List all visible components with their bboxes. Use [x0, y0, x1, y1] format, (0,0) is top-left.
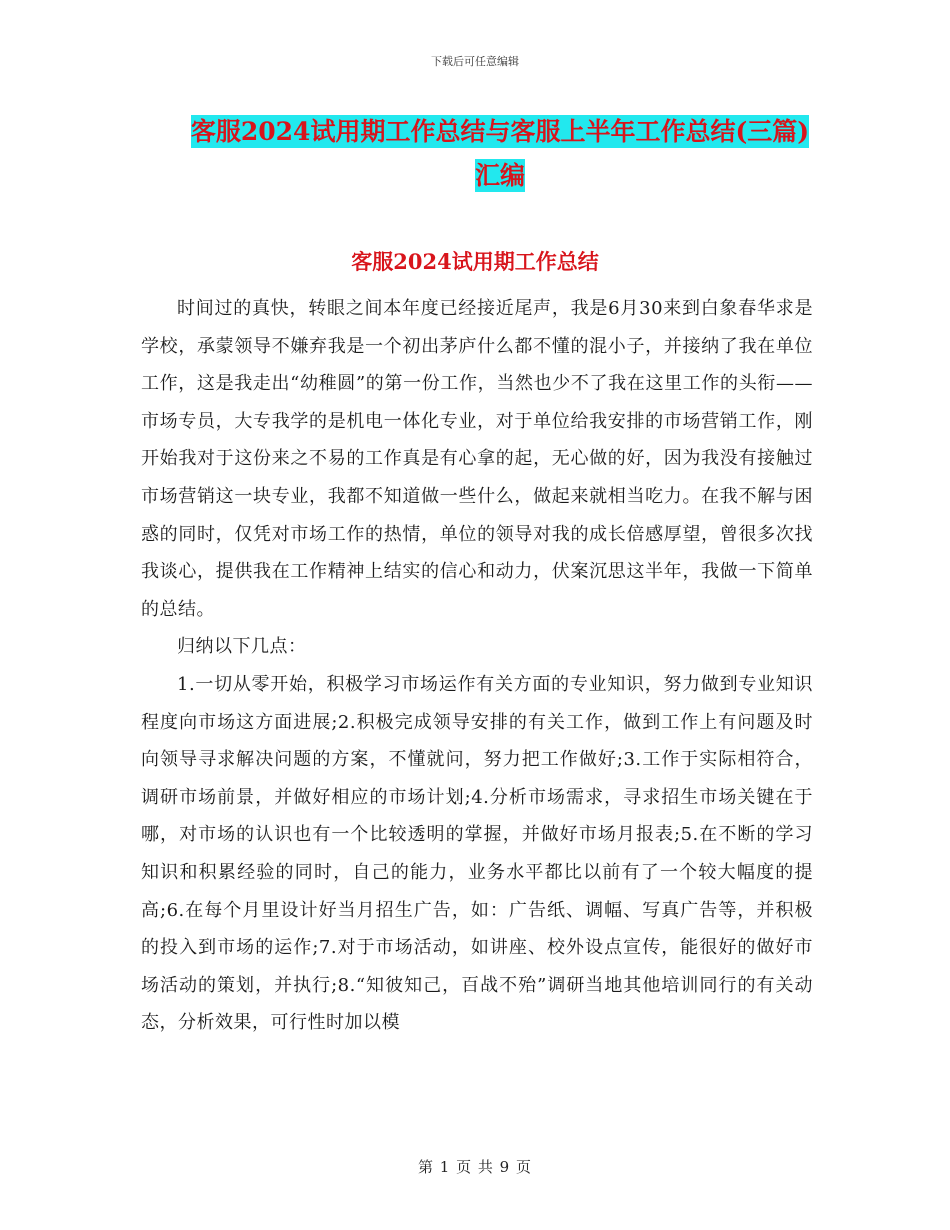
document-title — [190, 110, 810, 198]
body-paragraph-1: 时间过的真快，转眼之间本年度已经接近尾声，我是6月30来到白象春华求是学校，承蒙领导不嫌弃我是一个初出茅庐什么都不懂的混小子，并接纳了我在单位工作，这是我走出“幼稚圆”的第一份工作，当然也少不了我在这里工作的头衔——市场专员，大专我学的是机电一体化专业，对于单位给我安排的市场营销工作，刚开始我对于这份来之不易的工作真是有心拿的起，无心做的好，因为我没有接触过市场营销这一块专业，我都不知道做一些什么，做起来就相当吃力。在我不解与困惑的同时，仅凭对市场工作的热情，单位的领导对我的成长倍感厚望，曾很多次找我谈心，提供我在工作精神上结实的信心和动力，伏案沉思这半年，我做一下简单的总结。 — [141, 298, 813, 620]
body-paragraph-2: 归纳以下几点： — [177, 636, 307, 658]
document-title-text: 客服2024试用期工作总结与客服上半年工作总结(三篇)汇编 — [190, 117, 810, 190]
document-body — [141, 290, 813, 1042]
section-title: 客服2024试用期工作总结 — [351, 249, 599, 274]
page-footer: 第 1 页 共 9 页 — [418, 1158, 532, 1176]
body-paragraph-3: 1.一切从零开始，积极学习市场运作有关方面的专业知识，努力做到专业知识程度向市场这方面进展;2.积极完成领导安排的有关工作，做到工作上有问题及时向领导寻求解决问题的方案，不懂就问，努力把工作做好;3.工作于实际相符合，调研市场前景，并做好相应的市场计划;4.分析市场需求，寻求招生市场关键在于哪，对市场的认识也有一个比较透明的掌握，并做好市场月报表;5.在不断的学习知识和积累经验的同时，自己的能力，业务水平都比以前有了一个较大幅度的提高;6.在每个月里设计好当月招生广告，如：广告纸、调幅、写真广告等，并积极的投入到市场的运作;7.对于市场活动，如讲座、校外设点宣传，能很好的做好市场活动的策划，并执行;8.“知彼知己，百战不殆”调研当地其他培训同行的有关动态，分析效果，可行性时加以模 — [141, 673, 813, 1034]
page-header-note: 下载后可任意编辑 — [431, 55, 519, 68]
